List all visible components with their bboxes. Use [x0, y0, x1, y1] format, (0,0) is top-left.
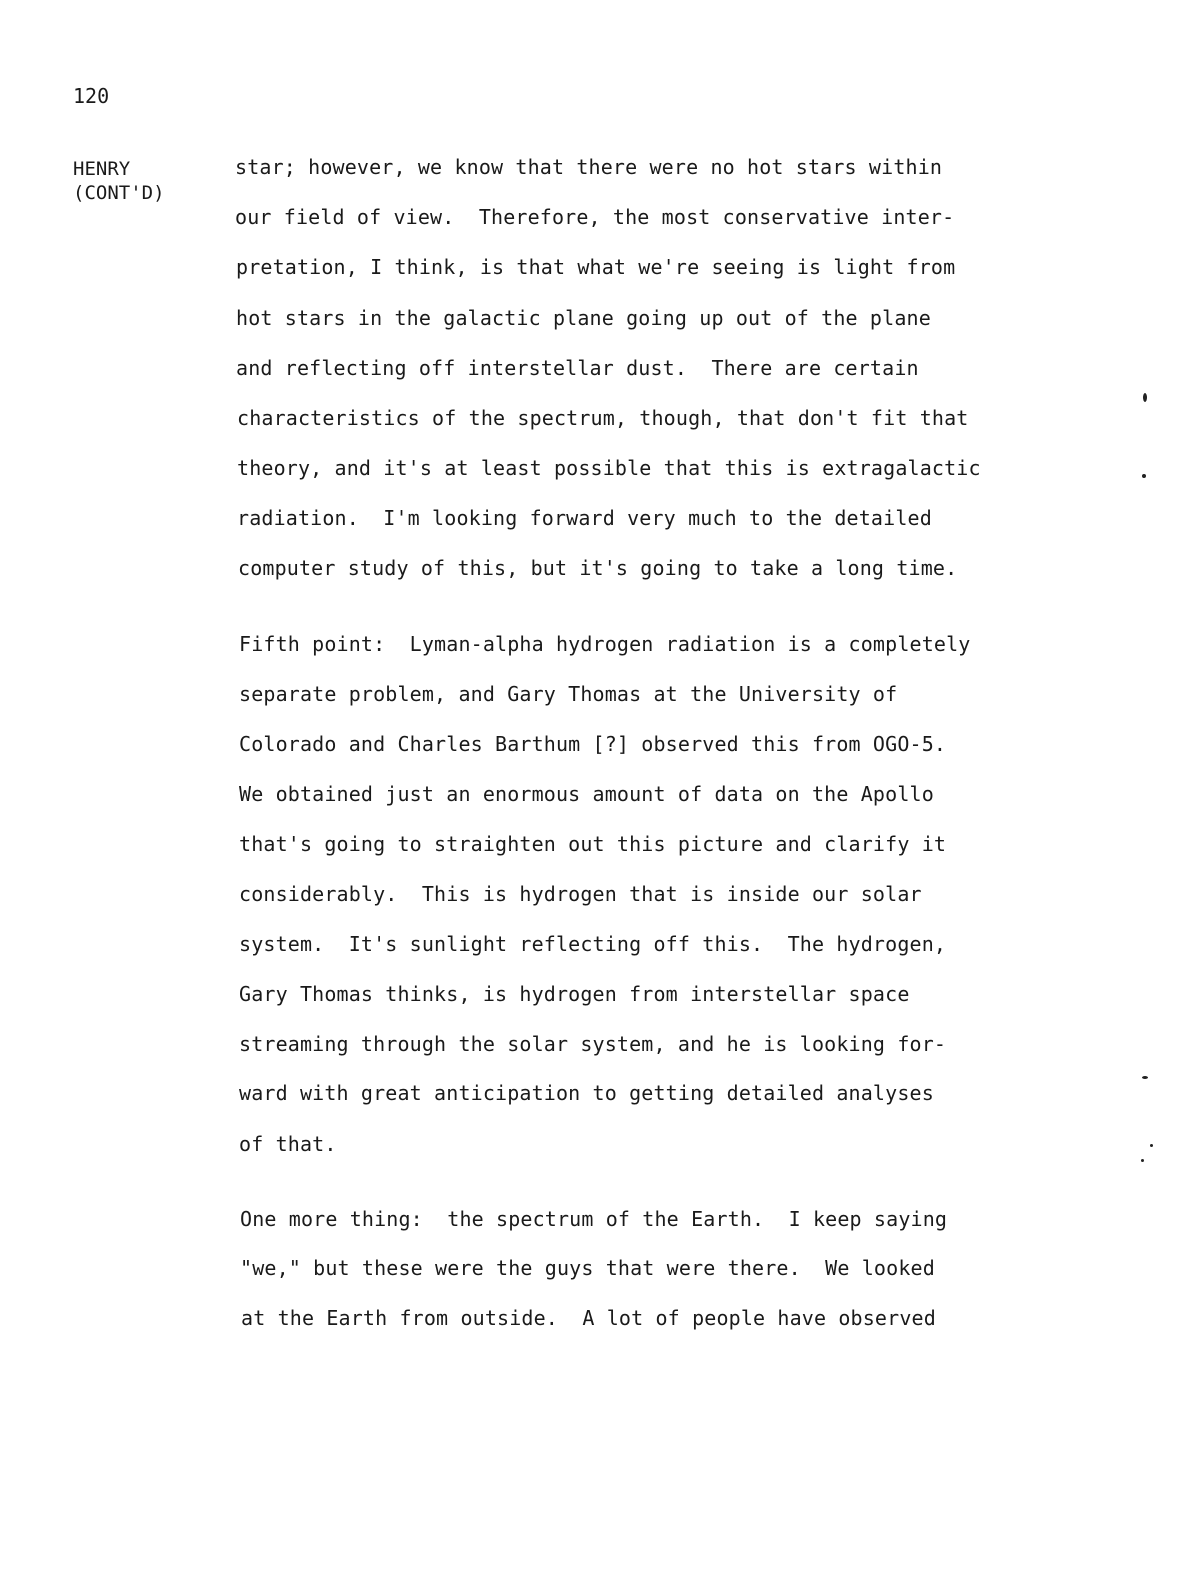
- speaker-continued: (CONT'D): [73, 182, 165, 204]
- text-line: pretation, I think, is that what we're seeing is light from: [236, 255, 956, 279]
- text-line: of that.: [239, 1132, 337, 1156]
- text-line: theory, and it's at least possible that this is extragalactic: [237, 456, 981, 480]
- text-line: hot stars in the galactic plane going up out of the plane: [236, 306, 931, 330]
- text-line: "we," but these were the guys that were there. We looked: [240, 1256, 935, 1280]
- text-line: separate problem, and Gary Thomas at the University of: [239, 682, 898, 706]
- scan-speck: [1141, 1159, 1144, 1162]
- text-line: Colorado and Charles Barthum [?] observed this from OGO-5.: [239, 732, 947, 756]
- text-line: ward with great anticipation to getting detailed analyses: [239, 1081, 934, 1105]
- text-line: and reflecting off interstellar dust. There are certain: [236, 356, 919, 380]
- scan-speck: [1142, 1076, 1148, 1079]
- text-line: We obtained just an enormous amount of data on the Apollo: [239, 782, 934, 806]
- scan-speck: [1150, 1144, 1153, 1147]
- page-number: 120: [73, 84, 110, 108]
- scan-speck: [1143, 393, 1147, 402]
- text-line: One more thing: the spectrum of the Earth. I keep saying: [240, 1207, 948, 1231]
- text-line: Gary Thomas thinks, is hydrogen from interstellar space: [239, 982, 910, 1006]
- scan-speck: [1142, 474, 1146, 478]
- text-line: star; however, we know that there were no hot stars within: [235, 155, 943, 179]
- text-line: computer study of this, but it's going to take a long time.: [238, 556, 958, 580]
- text-line: streaming through the solar system, and he is looking for-: [239, 1032, 947, 1056]
- text-line: radiation. I'm looking forward very much to the detailed: [237, 506, 932, 530]
- text-line: at the Earth from outside. A lot of people have observed: [241, 1306, 936, 1330]
- text-line: system. It's sunlight reflecting off this. The hydrogen,: [239, 932, 947, 956]
- speaker-name: HENRY: [73, 158, 131, 180]
- text-line: Fifth point: Lyman-alpha hydrogen radiation is a completely: [239, 632, 971, 656]
- text-line: our field of view. Therefore, the most conservative inter-: [235, 205, 955, 229]
- speaker-label: [73, 157, 165, 205]
- text-line: considerably. This is hydrogen that is inside our solar: [239, 882, 922, 906]
- text-line: characteristics of the spectrum, though, that don't fit that: [237, 406, 969, 430]
- text-line: that's going to straighten out this picture and clarify it: [239, 832, 947, 856]
